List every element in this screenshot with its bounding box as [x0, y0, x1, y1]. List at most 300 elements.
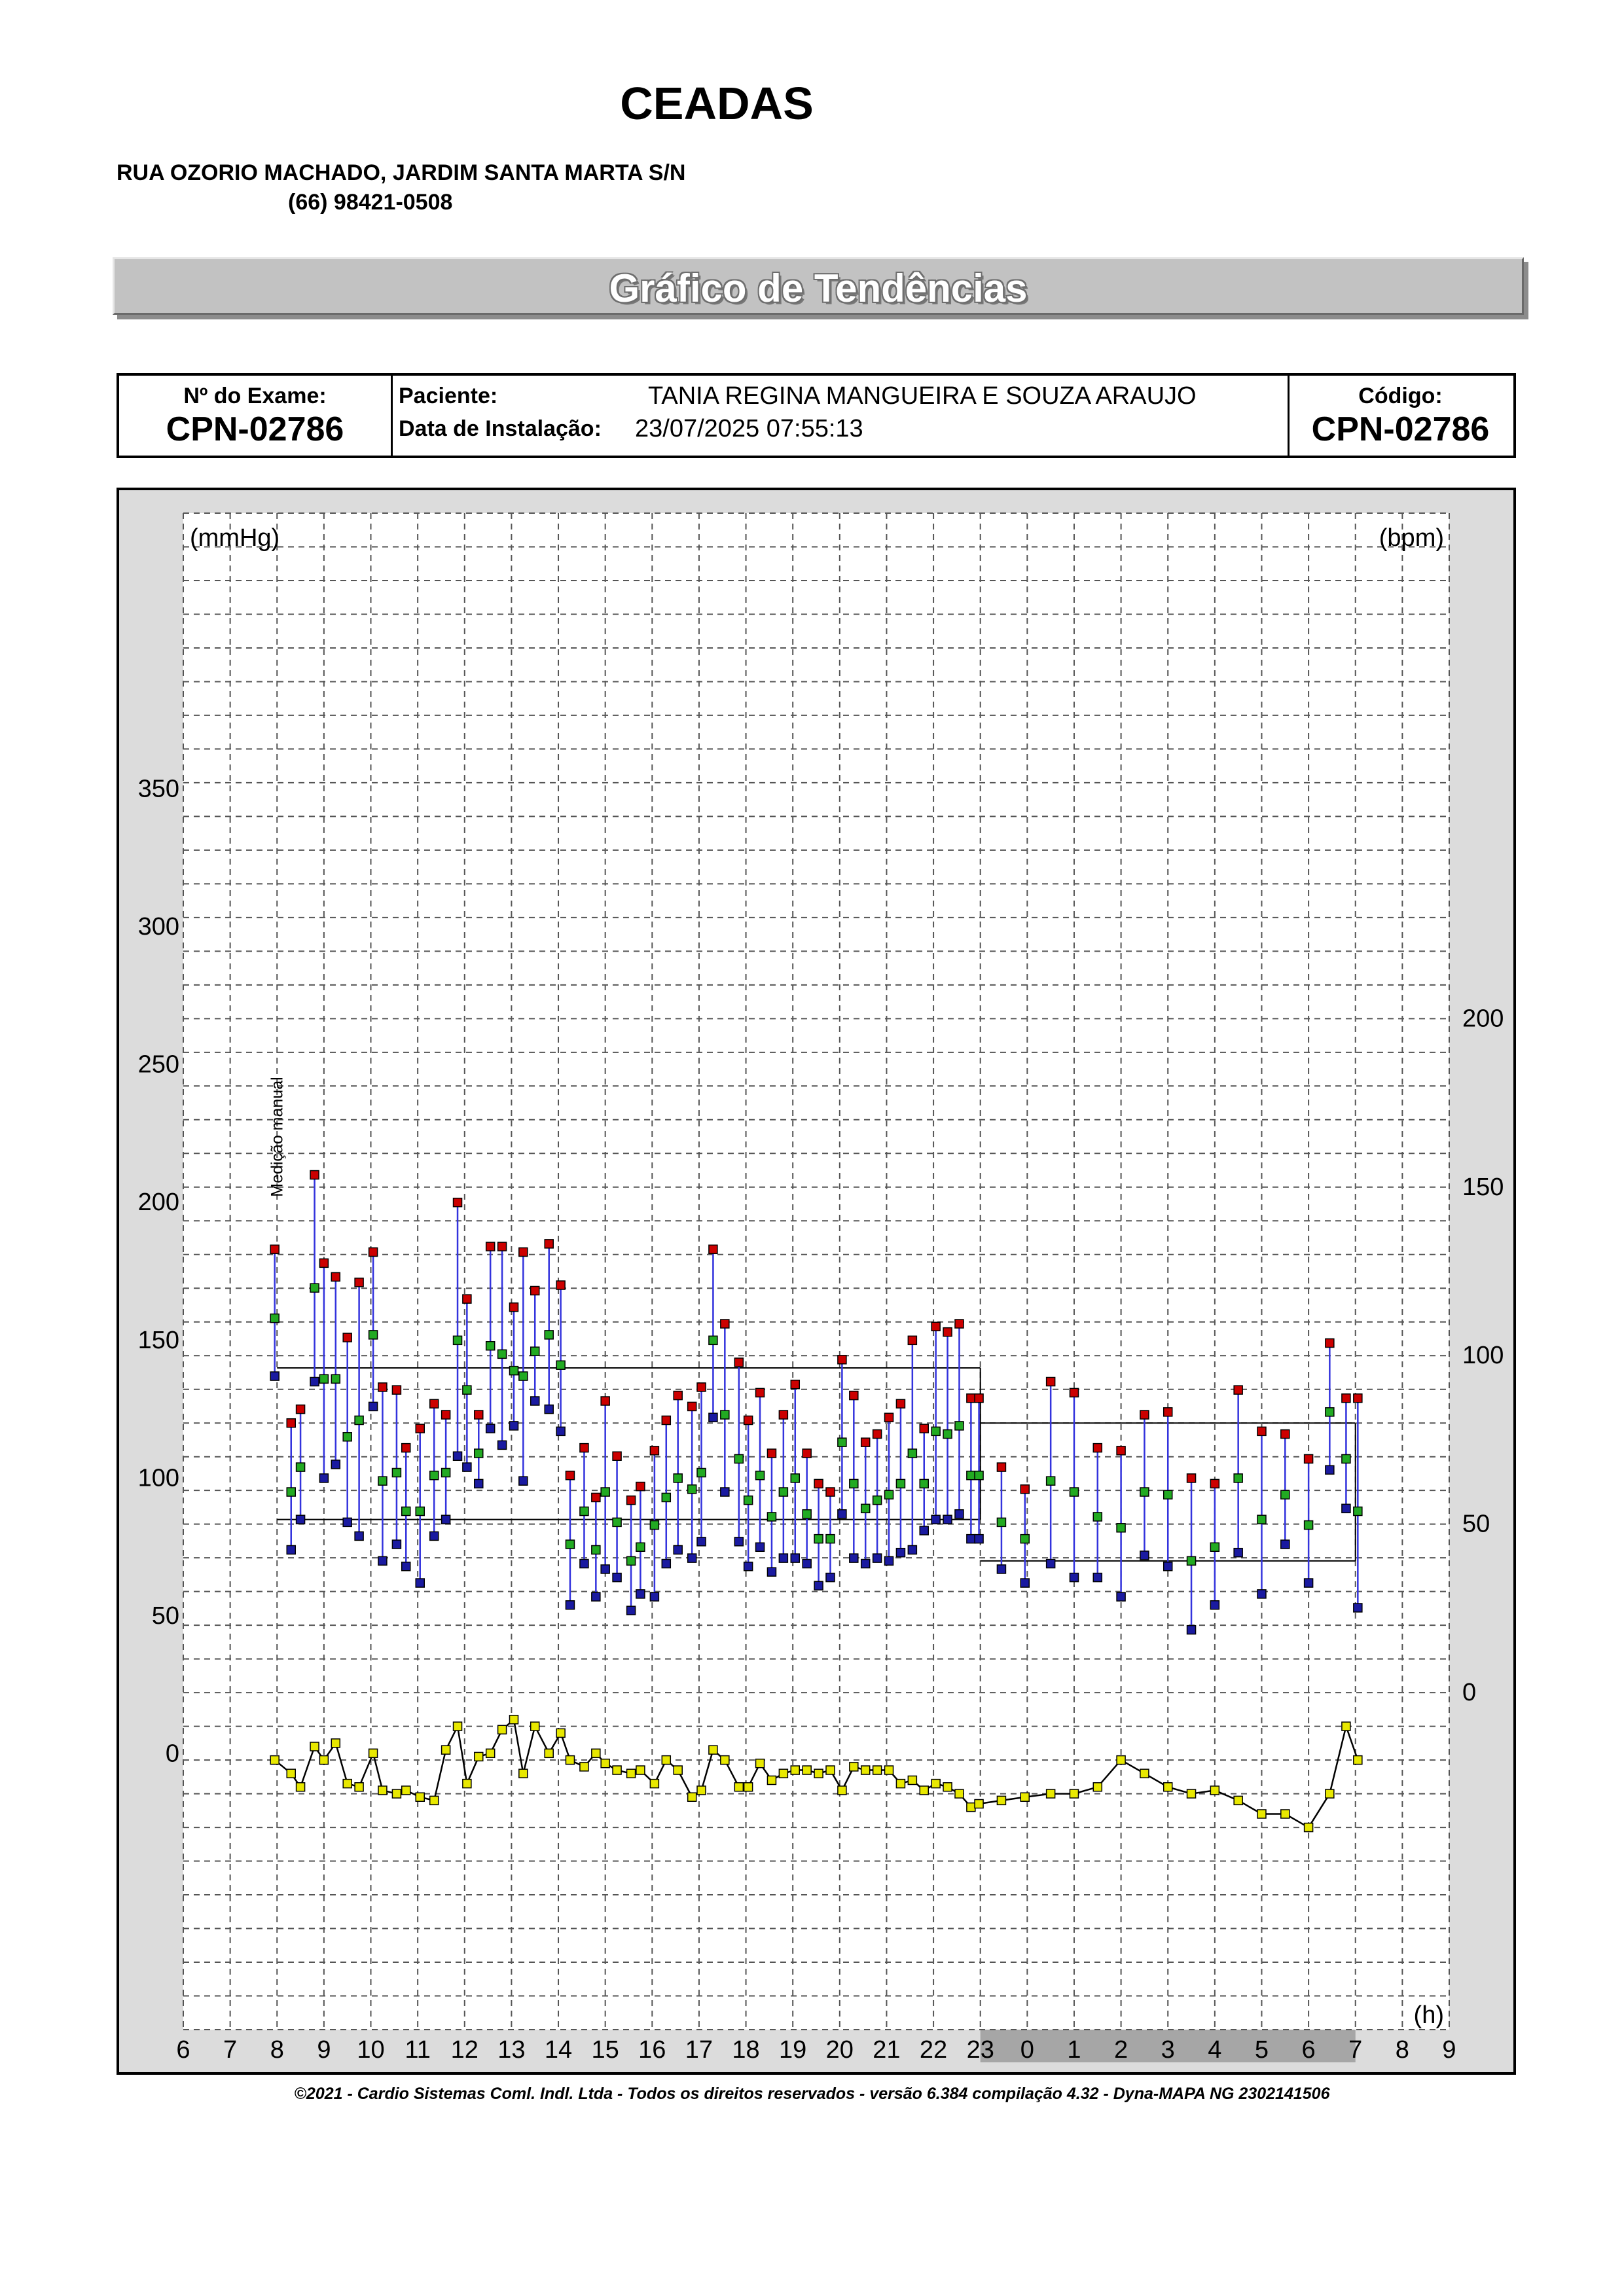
trend-chart-frame	[117, 488, 1516, 2075]
mean-pressure-point	[343, 1433, 352, 1441]
mean-pressure-point	[613, 1518, 621, 1526]
systolic-point	[531, 1286, 539, 1295]
heart-rate-point	[1257, 1810, 1266, 1818]
diastolic-point	[1305, 1579, 1313, 1587]
mean-pressure-point	[1305, 1521, 1313, 1530]
diastolic-point	[378, 1556, 387, 1565]
heart-rate-point	[1070, 1789, 1078, 1798]
mean-pressure-point	[592, 1545, 600, 1554]
mean-pressure-point	[721, 1410, 729, 1419]
heart-rate-point	[1210, 1786, 1219, 1795]
systolic-point	[650, 1446, 659, 1455]
diastolic-point	[592, 1592, 600, 1601]
mean-pressure-point	[1257, 1515, 1266, 1524]
hour-tick-label: 7	[223, 2036, 238, 2064]
diastolic-point	[931, 1515, 940, 1524]
systolic-point	[1281, 1430, 1290, 1439]
diastolic-point	[531, 1397, 539, 1405]
diastolic-point	[1164, 1562, 1172, 1571]
systolic-point	[1210, 1479, 1219, 1488]
diastolic-point	[734, 1537, 743, 1546]
mean-pressure-point	[545, 1331, 553, 1339]
hour-tick-label: 19	[779, 2036, 807, 2064]
code-value: CPN-02786	[1311, 410, 1490, 448]
heart-rate-point	[627, 1769, 636, 1778]
heart-rate-point	[270, 1756, 279, 1765]
mean-pressure-point	[402, 1507, 410, 1516]
systolic-point	[955, 1319, 964, 1328]
heart-rate-point	[896, 1780, 905, 1788]
systolic-point	[908, 1336, 916, 1344]
diastolic-point	[885, 1556, 893, 1565]
diastolic-point	[662, 1560, 670, 1568]
mean-pressure-point	[297, 1463, 305, 1471]
heart-rate-point	[975, 1800, 983, 1808]
diastolic-point	[556, 1427, 565, 1435]
systolic-point	[1140, 1410, 1149, 1419]
systolic-point	[509, 1303, 518, 1312]
diastolic-point	[402, 1562, 410, 1571]
mean-pressure-point	[1281, 1490, 1290, 1499]
mean-pressure-point	[861, 1504, 870, 1513]
mean-pressure-point	[319, 1374, 328, 1383]
heart-rate-point	[697, 1786, 706, 1795]
mean-pressure-point	[430, 1471, 439, 1480]
systolic-point	[814, 1479, 823, 1488]
mean-pressure-point	[1047, 1477, 1055, 1485]
heart-rate-point	[1281, 1810, 1290, 1818]
systolic-point	[331, 1272, 340, 1281]
mean-pressure-point	[566, 1540, 574, 1549]
diastolic-point	[369, 1402, 378, 1410]
mean-pressure-point	[838, 1438, 846, 1446]
heart-rate-point	[580, 1763, 588, 1771]
systolic-point	[767, 1449, 776, 1458]
mean-pressure-point	[287, 1488, 295, 1496]
mean-pressure-point	[826, 1535, 835, 1543]
hour-tick-label: 4	[1208, 2036, 1222, 2064]
mean-pressure-point	[486, 1342, 495, 1350]
heart-rate-point	[343, 1780, 352, 1788]
diastolic-point	[1070, 1573, 1078, 1582]
diastolic-point	[1281, 1540, 1290, 1549]
mean-pressure-point	[850, 1479, 858, 1488]
diastolic-point	[1187, 1626, 1196, 1634]
mean-pressure-point	[636, 1543, 645, 1551]
diastolic-point	[297, 1515, 305, 1524]
mean-pressure-point	[310, 1283, 319, 1292]
systolic-point	[519, 1248, 528, 1257]
heart-rate-point	[662, 1756, 670, 1765]
heart-rate-point	[287, 1769, 295, 1778]
mean-pressure-point	[975, 1471, 983, 1480]
systolic-point	[1093, 1444, 1102, 1452]
diastolic-point	[873, 1554, 882, 1562]
heart-rate-point	[814, 1769, 823, 1778]
systolic-point	[975, 1394, 983, 1403]
mean-pressure-point	[519, 1372, 528, 1380]
hour-tick-label: 9	[1442, 2036, 1456, 2064]
hour-tick-label: 8	[1395, 2036, 1409, 2064]
exam-number-label: Nº do Exame:	[183, 384, 327, 408]
systolic-point	[592, 1493, 600, 1501]
diastolic-point	[1093, 1573, 1102, 1582]
systolic-point	[826, 1488, 835, 1496]
diastolic-point	[709, 1413, 717, 1422]
mean-pressure-point	[601, 1488, 609, 1496]
hour-tick-label: 17	[685, 2036, 713, 2064]
systolic-point	[1234, 1386, 1242, 1394]
systolic-point	[896, 1399, 905, 1408]
systolic-point	[1020, 1485, 1029, 1494]
heart-rate-point	[545, 1749, 553, 1757]
mean-pressure-point	[756, 1471, 765, 1480]
bpm-tick-label: 50	[1462, 1510, 1490, 1538]
systolic-point	[442, 1410, 450, 1419]
mean-pressure-point	[1210, 1543, 1219, 1551]
patient-label: Paciente:	[399, 384, 498, 408]
heart-rate-point	[636, 1766, 645, 1774]
diastolic-point	[1210, 1601, 1219, 1609]
diastolic-point	[688, 1554, 696, 1562]
diastolic-point	[355, 1532, 363, 1540]
systolic-point	[463, 1295, 471, 1303]
mean-pressure-point	[1234, 1474, 1242, 1482]
heart-rate-point	[592, 1749, 600, 1757]
patient-cell	[391, 376, 1290, 456]
diastolic-point	[1234, 1549, 1242, 1557]
mmhg-tick-label: 250	[137, 1050, 179, 1079]
mean-pressure-point	[967, 1471, 975, 1480]
heart-rate-point	[454, 1722, 462, 1731]
diastolic-point	[955, 1510, 964, 1518]
systolic-point	[838, 1355, 846, 1364]
systolic-point	[369, 1248, 378, 1257]
hour-tick-label: 8	[270, 2036, 284, 2064]
heart-rate-point	[688, 1793, 696, 1801]
systolic-point	[850, 1391, 858, 1400]
mean-pressure-point	[463, 1386, 471, 1394]
diastolic-point	[803, 1560, 811, 1568]
mean-pressure-point	[791, 1474, 799, 1482]
mean-pressure-point	[688, 1485, 696, 1494]
systolic-point	[636, 1482, 645, 1491]
diastolic-point	[1117, 1592, 1125, 1601]
mean-pressure-point	[767, 1513, 776, 1521]
heart-rate-point	[1187, 1789, 1196, 1798]
systolic-point	[416, 1424, 424, 1433]
systolic-point	[556, 1281, 565, 1289]
clinic-phone: (66) 98421-0508	[288, 190, 453, 215]
systolic-point	[697, 1383, 706, 1391]
systolic-point	[791, 1380, 799, 1389]
hour-tick-label: 14	[544, 2036, 573, 2064]
trend-chart	[119, 490, 1513, 2072]
systolic-point	[1305, 1454, 1313, 1463]
mmhg-tick-label: 200	[137, 1189, 179, 1217]
heart-rate-point	[355, 1783, 363, 1791]
mean-pressure-point	[662, 1493, 670, 1501]
exam-number-cell	[119, 376, 393, 456]
heart-rate-point	[531, 1722, 539, 1731]
diastolic-point	[744, 1562, 753, 1571]
mean-pressure-point	[885, 1490, 893, 1499]
diastolic-point	[509, 1422, 518, 1430]
mean-pressure-point	[697, 1469, 706, 1477]
bpm-tick-label: 0	[1462, 1679, 1477, 1707]
diastolic-point	[650, 1592, 659, 1601]
diastolic-point	[756, 1543, 765, 1551]
diastolic-point	[791, 1554, 799, 1562]
hour-tick-label: 11	[405, 2036, 431, 2064]
diastolic-point	[519, 1477, 528, 1485]
heart-rate-point	[331, 1739, 340, 1748]
diastolic-point	[486, 1424, 495, 1433]
diastolic-point	[454, 1452, 462, 1460]
systolic-point	[378, 1383, 387, 1391]
diastolic-point	[767, 1568, 776, 1576]
diastolic-point	[779, 1554, 787, 1562]
mean-pressure-point	[674, 1474, 682, 1482]
diastolic-point	[463, 1463, 471, 1471]
hour-tick-label: 2	[1114, 2036, 1128, 2064]
diastolic-point	[838, 1510, 846, 1518]
systolic-point	[627, 1496, 636, 1505]
heart-rate-point	[908, 1776, 916, 1784]
heart-rate-point	[850, 1763, 858, 1771]
mean-pressure-point	[1070, 1488, 1078, 1496]
heart-rate-point	[1093, 1783, 1102, 1791]
systolic-point	[734, 1358, 743, 1367]
heart-rate-point	[967, 1803, 975, 1812]
heart-rate-point	[885, 1766, 893, 1774]
mean-pressure-point	[1187, 1556, 1196, 1565]
hour-tick-label: 18	[732, 2036, 760, 2064]
systolic-point	[319, 1259, 328, 1267]
mean-pressure-point	[997, 1518, 1005, 1526]
systolic-point	[601, 1397, 609, 1405]
systolic-point	[997, 1463, 1005, 1471]
hour-tick-label: 0	[1020, 2036, 1034, 2064]
diastolic-point	[1326, 1465, 1334, 1474]
heart-rate-point	[1047, 1789, 1055, 1798]
mean-pressure-point	[355, 1416, 363, 1424]
diastolic-point	[967, 1535, 975, 1543]
heart-rate-point	[955, 1789, 964, 1798]
report-banner	[113, 257, 1524, 315]
diastolic-point	[1257, 1590, 1266, 1598]
mean-pressure-point	[744, 1496, 753, 1505]
systolic-point	[566, 1471, 574, 1480]
diastolic-point	[475, 1479, 483, 1488]
systolic-point	[1187, 1474, 1196, 1482]
diastolic-point	[566, 1601, 574, 1609]
heart-rate-point	[297, 1783, 305, 1791]
mean-pressure-point	[627, 1556, 636, 1565]
systolic-point	[297, 1405, 305, 1414]
heart-rate-point	[392, 1789, 401, 1798]
systolic-point	[486, 1242, 495, 1251]
systolic-point	[779, 1410, 787, 1419]
heart-rate-point	[826, 1766, 835, 1774]
mean-pressure-point	[1164, 1490, 1172, 1499]
heart-rate-point	[803, 1766, 811, 1774]
systolic-point	[402, 1444, 410, 1452]
mean-pressure-point	[454, 1336, 462, 1344]
clinic-name: CEADAS	[620, 78, 814, 129]
systolic-point	[475, 1410, 483, 1419]
clinic-address: RUA OZORIO MACHADO, JARDIM SANTA MARTA S/N	[117, 160, 686, 185]
diastolic-point	[580, 1560, 588, 1568]
diastolic-point	[310, 1378, 319, 1386]
systolic-point	[1047, 1378, 1055, 1386]
systolic-point	[688, 1402, 696, 1410]
diastolic-point	[287, 1545, 295, 1554]
heart-rate-point	[1305, 1823, 1313, 1832]
diastolic-point	[997, 1565, 1005, 1573]
report-title: Gráfico de Tendências	[609, 266, 1028, 310]
mean-pressure-point	[920, 1479, 928, 1488]
mmhg-tick-label: 150	[137, 1326, 179, 1354]
mean-pressure-point	[1354, 1507, 1362, 1516]
systolic-point	[498, 1242, 507, 1251]
install-date-label: Data de Instalação:	[399, 416, 602, 441]
bpm-tick-label: 150	[1462, 1173, 1504, 1201]
mean-pressure-point	[955, 1422, 964, 1430]
diastolic-point	[1047, 1560, 1055, 1568]
mmhg-tick-label: 350	[137, 775, 179, 803]
systolic-point	[873, 1430, 882, 1439]
heart-rate-point	[1164, 1783, 1172, 1791]
heart-rate-point	[756, 1759, 765, 1768]
bpm-tick-label: 200	[1462, 1005, 1504, 1033]
mean-pressure-point	[1140, 1488, 1149, 1496]
systolic-point	[430, 1399, 439, 1408]
heart-rate-point	[430, 1796, 439, 1804]
diastolic-point	[861, 1560, 870, 1568]
systolic-point	[355, 1278, 363, 1287]
diastolic-point	[975, 1535, 983, 1543]
mean-pressure-point	[709, 1336, 717, 1344]
diastolic-point	[896, 1549, 905, 1557]
heart-rate-point	[498, 1725, 507, 1734]
hour-tick-label: 3	[1161, 2036, 1175, 2064]
heart-rate-point	[1342, 1722, 1350, 1731]
heart-rate-point	[943, 1783, 952, 1791]
diastolic-point	[814, 1581, 823, 1590]
systolic-point	[580, 1444, 588, 1452]
hour-tick-label: 10	[357, 2036, 385, 2064]
diastolic-point	[1140, 1551, 1149, 1560]
mean-pressure-point	[1093, 1513, 1102, 1521]
diastolic-point	[943, 1515, 952, 1524]
systolic-point	[310, 1171, 319, 1179]
mean-pressure-point	[814, 1535, 823, 1543]
heart-rate-point	[838, 1786, 846, 1795]
diastolic-point	[613, 1573, 621, 1582]
heart-rate-point	[509, 1715, 518, 1724]
heart-rate-point	[873, 1766, 882, 1774]
heart-rate-point	[931, 1780, 940, 1788]
heart-rate-point	[721, 1756, 729, 1765]
systolic-point	[861, 1438, 870, 1446]
diastolic-point	[416, 1579, 424, 1587]
heart-rate-point	[556, 1729, 565, 1737]
diastolic-point	[343, 1518, 352, 1526]
hour-tick-label: 23	[966, 2036, 994, 2064]
diastolic-point	[697, 1537, 706, 1546]
diastolic-point	[392, 1540, 401, 1549]
mmhg-tick-label: 0	[165, 1740, 179, 1768]
hour-tick-label: 1	[1067, 2036, 1081, 2064]
mean-pressure-point	[734, 1454, 743, 1463]
systolic-point	[1164, 1408, 1172, 1416]
diastolic-point	[920, 1526, 928, 1535]
systolic-point	[674, 1391, 682, 1400]
mean-pressure-point	[803, 1510, 811, 1518]
bpm-tick-label: 100	[1462, 1342, 1504, 1370]
heart-rate-point	[369, 1749, 378, 1757]
heart-rate-point	[920, 1786, 928, 1795]
heart-rate-point	[442, 1746, 450, 1754]
heart-rate-point	[1234, 1796, 1242, 1804]
heart-rate-point	[601, 1759, 609, 1768]
mmhg-tick-label: 300	[137, 912, 179, 941]
diastolic-point	[1342, 1504, 1350, 1513]
hour-tick-label: 5	[1254, 2036, 1269, 2064]
heart-rate-point	[475, 1752, 483, 1761]
heart-rate-point	[779, 1769, 787, 1778]
systolic-point	[943, 1328, 952, 1336]
systolic-point	[721, 1319, 729, 1328]
patient-name: TANIA REGINA MANGUEIRA E SOUZA ARAUJO	[648, 382, 1197, 410]
mean-pressure-point	[908, 1449, 916, 1458]
diastolic-point	[908, 1545, 916, 1554]
systolic-point	[454, 1198, 462, 1207]
hour-tick-label: 15	[591, 2036, 619, 2064]
footer-copyright: ©2021 - Cardio Sistemas Coml. Indl. Ltda - Todos os direitos reservados - versão 6.384 compilação 4.32 - Dyna-MAPA NG 2302141506	[294, 2085, 1330, 2103]
hour-axis-label: (h)	[1413, 2001, 1444, 2029]
systolic-point	[343, 1333, 352, 1342]
mean-pressure-point	[475, 1449, 483, 1458]
systolic-point	[1117, 1446, 1125, 1455]
diastolic-point	[826, 1573, 835, 1582]
heart-rate-point	[1117, 1756, 1125, 1765]
heart-rate-point	[767, 1776, 776, 1784]
heart-rate-point	[744, 1783, 753, 1791]
diastolic-point	[850, 1554, 858, 1562]
systolic-point	[287, 1419, 295, 1427]
heart-rate-point	[791, 1766, 799, 1774]
exam-info-box	[117, 373, 1516, 458]
mean-pressure-point	[331, 1374, 340, 1383]
heart-rate-point	[519, 1769, 528, 1778]
diastolic-point	[601, 1565, 609, 1573]
systolic-point	[744, 1416, 753, 1424]
heart-rate-point	[416, 1793, 424, 1801]
heart-rate-point	[1020, 1793, 1029, 1801]
heart-rate-point	[997, 1796, 1005, 1804]
systolic-point	[756, 1388, 765, 1397]
systolic-point	[931, 1322, 940, 1331]
heart-rate-point	[1326, 1789, 1334, 1798]
systolic-point	[920, 1424, 928, 1433]
systolic-point	[1354, 1394, 1362, 1403]
heart-rate-point	[319, 1756, 328, 1765]
systolic-point	[1070, 1388, 1078, 1397]
heart-rate-point	[734, 1783, 743, 1791]
systolic-point	[885, 1413, 893, 1422]
